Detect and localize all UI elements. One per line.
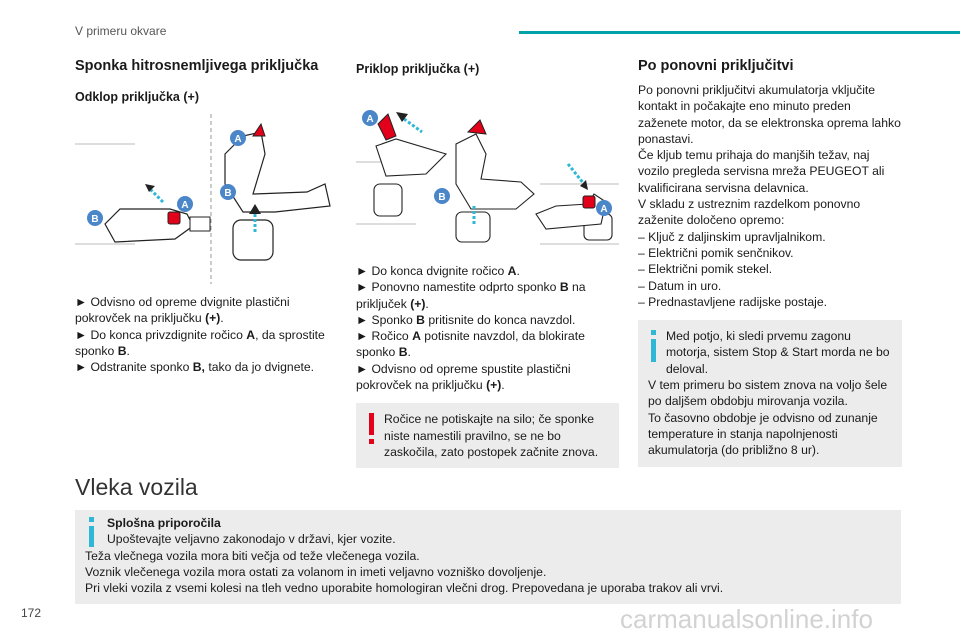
fig-label-a-right: A (234, 134, 242, 145)
watermark: carmanualsonline.info (620, 604, 873, 634)
warning-note (356, 403, 619, 468)
reconnect-item-sunblinds: – Električni pomik senčnikov. (638, 245, 794, 260)
bullet-lower-cover: ► Odvisno od opreme spustite plastični pokrovček na priključku (+). (356, 361, 571, 393)
figure-connect-terminal (356, 84, 621, 249)
reconnect-item-remote-key: – Ključ z daljinskim upravljalnikom. (638, 229, 826, 244)
warning-icon (365, 412, 379, 446)
bullet-press-clamp: ► Sponko B pritisnite do konca navzdol. (356, 312, 576, 327)
bullet-lift-lever: ► Do konca privzdignite ročico A, da sprostite sponko B. (75, 327, 325, 358)
page-header-title: V primeru okvare (75, 24, 167, 38)
towing-info-note (75, 510, 901, 604)
fig-label-a-right: A (600, 204, 608, 215)
reconnect-item-radio-presets: – Prednastavljene radijske postaje. (638, 294, 828, 309)
towing-note-line-4: Pri vleki vozila z vsemi kolesi na tleh vedno uporabite homologiran vlečni drog. Prepovedana je uporaba trakov ali vrvi. (85, 581, 724, 596)
fig-label-b: B (438, 192, 446, 203)
fig-label-a: A (366, 114, 374, 125)
info-line-1: Med potjo, ki sledi prvemu zagonu motorja, sistem Stop & Start morda ne bo deloval. (666, 329, 890, 376)
reconnect-line-2: Če kljub temu prihaja do manjših težav, naj vozilo pregleda servisna mreža PEUGEOT ali kvalificirana servisna delavnica. (638, 148, 885, 195)
subheading-connect: Priklop priključka (+) (356, 62, 480, 76)
towing-note-title: Splošna priporočila (107, 516, 221, 530)
towing-note-line-3: Voznik vlečenega vozila mora ostati za volanom in imeti veljavno vozniško dovoljenje. (85, 564, 547, 579)
towing-note-line-1: Upoštevajte veljavno zakonodajo v državi, kjer vozite. (107, 532, 396, 547)
column-disconnect (75, 56, 340, 375)
warning-text: Ročice ne potiskajte na silo; če sponke niste namestili pravilno, se ne bo zaskočila, zato postopek začnite znova. (384, 412, 599, 459)
reconnect-line-3: V skladu z ustreznim razdelkom ponovno zaženite določeno opremo: (638, 197, 861, 228)
fig-label-b-right: B (224, 188, 232, 199)
reconnect-item-date-time: – Datum in uro. (638, 278, 722, 293)
info-icon (647, 329, 661, 363)
reconnect-line-1: Po ponovni priključitvi akumulatorja vključite kontakt in počakajte eno minuto preden zaženete motor, da se elektronska oprema lahko ponastavi. (638, 83, 901, 146)
figure-disconnect-terminal (75, 114, 340, 284)
towing-note-line-2: Teža vlečnega vozila mora biti večja od teže vlečenega vozila. (85, 548, 420, 563)
column-after-reconnect (638, 56, 902, 467)
fig-label-a: A (181, 200, 189, 211)
page-number: 172 (21, 606, 42, 620)
subheading-disconnect: Odklop priključka (+) (75, 90, 199, 104)
section-heading-reconnect: Po ponovni priključitvi (638, 58, 794, 74)
section-heading-clamp: Sponka hitrosnemljivega priključka (75, 58, 319, 74)
section-title-towing: Vleka vozila (75, 474, 198, 500)
header-accent-bar (519, 31, 960, 34)
bullet-lock-lever: ► Ročico A potisnite navzdol, da blokirate sponko B. (356, 329, 585, 360)
info-note (638, 320, 902, 466)
info-line-3: To časovno obdobje je odvisno od zunanje temperature in stanja napolnjenosti akumulatorja (do približno 8 ur). (648, 410, 878, 458)
bullet-raise-lever: ► Do konca dvignite ročico A. (356, 264, 520, 278)
info-line-2: V tem primeru bo sistem znova na voljo šele po daljšem obdobju mirovanja vozila. (648, 378, 888, 409)
bullet-remove-clamp: ► Odstranite sponko B, tako da jo dvignete. (75, 360, 315, 375)
bullet-refit-clamp: ► Ponovno namestite odprto sponko B na priključek (+). (356, 280, 586, 311)
info-icon (85, 516, 99, 548)
bullet-lift-cover: ► Odvisno od opreme dvignite plastični pokrovček na priključku (+). (75, 295, 290, 326)
fig-label-b: B (91, 214, 99, 225)
reconnect-item-windows: – Električni pomik stekel. (638, 262, 773, 277)
column-connect (356, 56, 619, 468)
